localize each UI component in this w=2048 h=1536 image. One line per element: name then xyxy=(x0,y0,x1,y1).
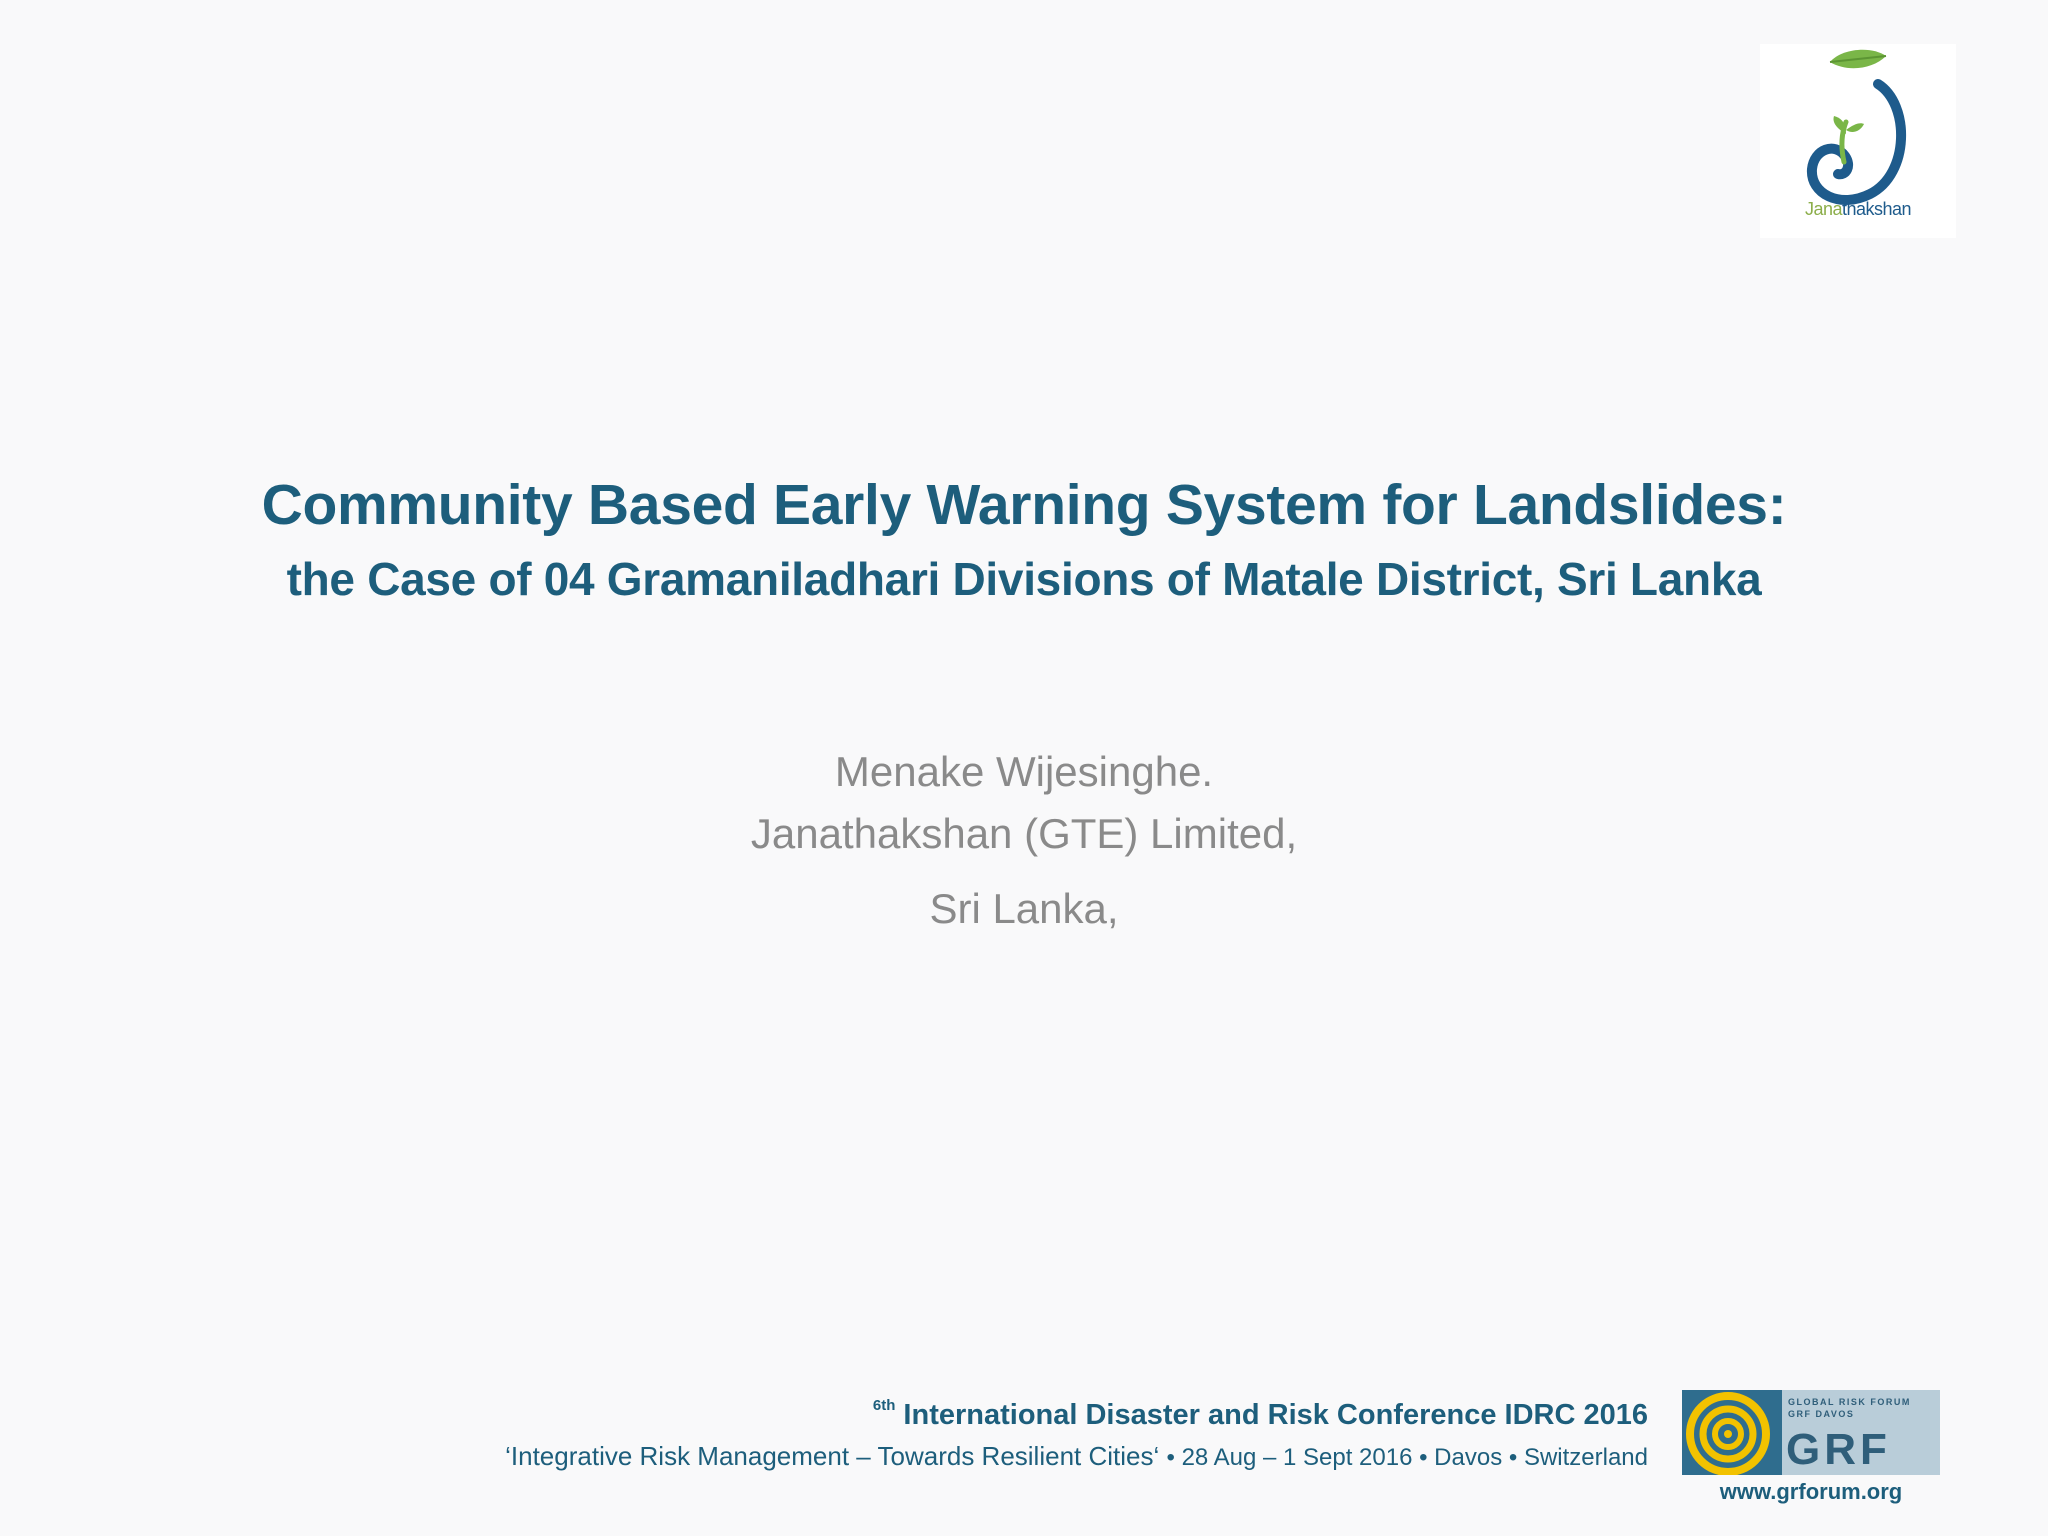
grf-logo xyxy=(1682,1390,1940,1475)
conference-subtitle xyxy=(505,1441,1648,1472)
grf-small-text: GLOBAL RISK FORUM GRF DAVOS xyxy=(1788,1397,1911,1419)
conference-theme: ‘Integrative Risk Management – Towards Resilient Cities‘ xyxy=(505,1441,1160,1471)
grf-big-text: GRF xyxy=(1786,1425,1891,1474)
conference-dates-location: • 28 Aug – 1 Sept 2016 • Davos • Switzerland xyxy=(1166,1444,1648,1471)
janathakshan-logo xyxy=(1760,44,1956,238)
conference-title xyxy=(873,1397,1648,1432)
presentation-title: Community Based Early Warning System for Landslides: xyxy=(261,473,1787,537)
janathakshan-wordmark: Janathakshan xyxy=(1804,199,1912,219)
author-name: Menake Wijesinghe. xyxy=(834,748,1214,795)
grf-website-link[interactable]: www.grforum.org xyxy=(1719,1479,1903,1504)
conference-edition: 6th xyxy=(872,1397,896,1414)
author-country: Sri Lanka, xyxy=(929,885,1119,932)
presentation-subtitle: the Case of 04 Gramaniladhari Divisions of Matale District, Sri Lanka xyxy=(286,553,1762,605)
conference-name: International Disaster and Risk Conference IDRC 2016 xyxy=(903,1399,1648,1431)
author-organization: Janathakshan (GTE) Limited, xyxy=(750,810,1298,857)
